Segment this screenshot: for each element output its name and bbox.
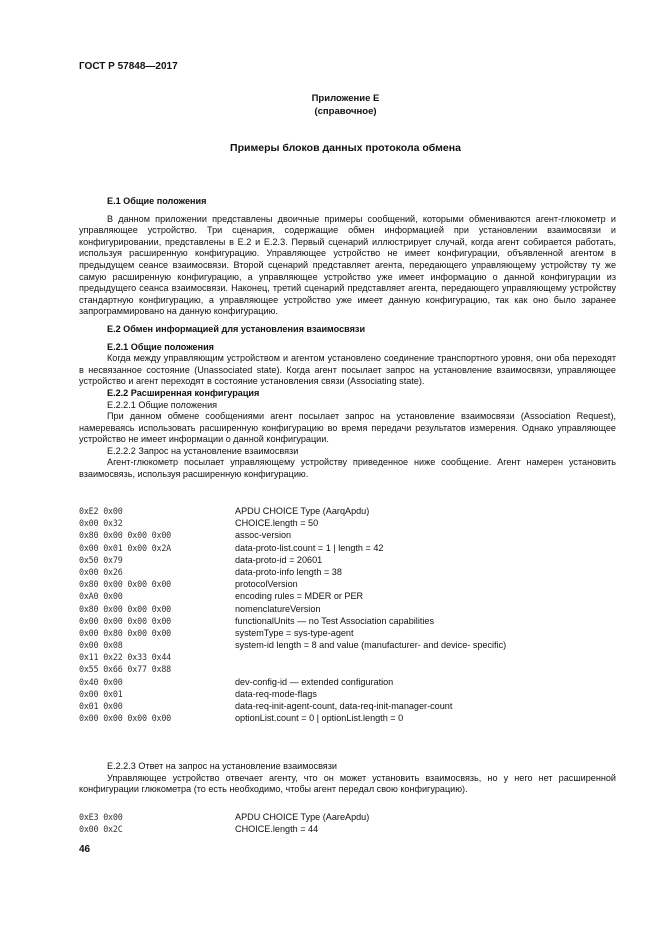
apdu-description: data-proto-info length = 38	[235, 566, 342, 577]
apdu-hex: 0x00 0x32	[79, 518, 123, 529]
paragraph-e221: При данном обмене сообщениями агент посылает запрос на установление взаимосвязи (Association Request), намереваясь использовать расширенную конфигурацию во время передачи результатов измерения. Однако управляющее устройство не имеет информации о данной конфигурации.	[79, 411, 616, 445]
paragraph-e1: В данном приложении представлены двоичные примеры сообщений, которыми обмениваются агент-глюкометр и управляющее устройство. Три сценария, содержащие обмен информацией при установлении взаимосвязи и конфигурировании, представлены в Е.2 и Е.2.3. Первый сценарий иллюстрирует случай, когда агент собирается работать, используя расширенную конфигурацию. Управляющее устройство не имеет конфигурации, объявленной агентом в предыдущем сеансе взаимосвязи. Второй сценарий представляет агента, передающего управляющему устройству ту же самую расширенную конфигурацию, а управляющее устройство уже имеет информацию о данной конфигурации из предыдущего сеанса взаимосвязи. Наконец, третий сценарий представляет агента, передающего управляющему устройству стандартную конфигурацию, а управляющее устройство уже имеет данную конфигурацию, так как оно было заранее запрограммировано на данную конфигурацию.	[79, 213, 616, 317]
section-heading-e22: Е.2.2 Расширенная конфигурация	[107, 387, 260, 398]
apdu-row	[79, 676, 619, 688]
apdu-hex: 0x00 0x2C	[79, 824, 123, 835]
response-section	[79, 761, 616, 796]
apdu-row	[79, 651, 619, 663]
apdu-hex: 0x80 0x00 0x00 0x00	[79, 579, 172, 590]
apdu-hex: 0x00 0x01 0x00 0x2A	[79, 542, 172, 553]
apdu-hex: 0x80 0x00 0x00 0x00	[79, 603, 172, 614]
section-heading-e223: Е.2.2.3 Ответ на запрос на установление взаимосвязи	[107, 761, 337, 771]
section-heading-e222: Е.2.2.2 Запрос на установление взаимосвязи	[107, 445, 299, 456]
apdu-row	[79, 590, 619, 602]
page-number: 46	[79, 844, 91, 855]
apdu-row	[79, 566, 619, 578]
apdu-description: system-id length = 8 and value (manufacturer- and device- specific)	[235, 640, 507, 651]
apdu-row	[79, 627, 619, 639]
section-heading-e1: Е.1 Общие положения	[107, 196, 207, 206]
apdu-hex: 0x01 0x00	[79, 701, 123, 711]
apdu-description: assoc-version	[235, 530, 292, 541]
apdu-row	[79, 517, 619, 529]
apdu-row	[79, 700, 619, 712]
apdu-description: systemType = sys-type-agent	[235, 627, 354, 638]
apdu-description: dev-config-id — extended configuration	[235, 676, 394, 687]
apdu-row	[79, 505, 619, 517]
appendix-type: (справочное)	[314, 106, 377, 117]
apdu-hex: 0xE2 0x00	[79, 506, 123, 516]
apdu-hex: 0x00 0x80 0x00 0x00	[79, 627, 172, 638]
apdu-hex: 0x00 0x26	[79, 566, 123, 577]
apdu-row	[79, 615, 619, 627]
section-heading-e21: Е.2.1 Общие положения	[107, 341, 214, 352]
paragraph-e223: Управляющее устройство отвечает агенту, что он может установить взаимосвязь, но у него нет расширенной конфигурации глюкометра (то есть необходимо, чтобы агент передал свою конфигурацию).	[79, 772, 616, 795]
apdu-hex: 0x80 0x00 0x00 0x00	[79, 530, 172, 541]
apdu-hex: 0x00 0x00 0x00 0x00	[79, 713, 172, 724]
apdu-hex: 0xE3 0x00	[79, 812, 123, 822]
apdu-hex: 0x11 0x22 0x33 0x44	[79, 652, 172, 663]
apdu-hex: 0xA0 0x00	[79, 591, 123, 602]
section-heading-e221: Е.2.2.1 Общие положения	[107, 399, 218, 410]
appendix-heading	[0, 92, 661, 118]
apdu-description: data-req-mode-flags	[235, 688, 317, 699]
apdu-row	[79, 578, 619, 590]
apdu-description: CHOICE.length = 50	[235, 518, 319, 529]
apdu-hex: 0x00 0x00 0x00 0x00	[79, 615, 172, 626]
apdu-hex: 0x00 0x01	[79, 688, 123, 699]
document-body	[79, 196, 616, 481]
apdu-description: APDU CHOICE Type (AarqApdu)	[235, 506, 370, 516]
apdu-row	[79, 688, 619, 700]
apdu-description: APDU CHOICE Type (AareApdu)	[235, 812, 370, 822]
apdu-row	[79, 663, 619, 675]
apdu-description	[235, 651, 619, 663]
apdu-hex: 0x55 0x66 0x77 0x88	[79, 664, 172, 675]
paragraph-e21: Когда между управляющим устройством и агентом установлено соединение транспортного уровня, они оба переходят в несвязанное состояние (Unassociated state). Когда агент посылает запрос на установление взаимосвязи, управляющее устройство и агент переходят в состояние установления связи (Associating state).	[79, 353, 616, 387]
response-apdu-table	[79, 811, 619, 835]
apdu-description: CHOICE.length = 44	[235, 824, 319, 835]
apdu-row	[79, 542, 619, 554]
request-apdu-table	[79, 505, 619, 724]
apdu-row	[79, 639, 619, 651]
apdu-hex: 0x50 0x79	[79, 554, 123, 565]
apdu-hex: 0x40 0x00	[79, 676, 123, 687]
apdu-description: optionList.count = 0 | optionList.length = 0	[235, 713, 404, 724]
apdu-description: functionalUnits — no Test Association capabilities	[235, 615, 434, 626]
apdu-row	[79, 529, 619, 541]
apdu-hex: 0x00 0x08	[79, 640, 123, 651]
apdu-description: data-proto-list.count = 1 | length = 42	[235, 542, 384, 553]
apdu-description: data-req-init-agent-count, data-req-init-manager-count	[235, 701, 453, 711]
apdu-row	[79, 811, 619, 823]
section-heading-e2: Е.2 Обмен информацией для установления взаимосвязи	[107, 323, 366, 334]
paragraph-e222: Агент-глюкометр посылает управляющему устройству приведенное ниже сообщение. Агент намерен установить взаимосвязь, используя расширенную конфигурацию.	[79, 457, 616, 480]
apdu-description: nomenclatureVersion	[235, 603, 321, 614]
apdu-description: encoding rules = MDER or PER	[235, 591, 364, 602]
apdu-description	[235, 663, 619, 675]
standard-header: ГОСТ Р 57848—2017	[79, 61, 178, 72]
apdu-row	[79, 554, 619, 566]
apdu-description: protocolVersion	[235, 579, 298, 590]
apdu-row	[79, 823, 619, 835]
apdu-row	[79, 603, 619, 615]
apdu-row	[79, 712, 619, 724]
apdu-description: data-proto-id = 20601	[235, 554, 323, 565]
page-title: Примеры блоков данных протокола обмена	[230, 142, 461, 154]
appendix-label: Приложение Е	[311, 93, 380, 104]
